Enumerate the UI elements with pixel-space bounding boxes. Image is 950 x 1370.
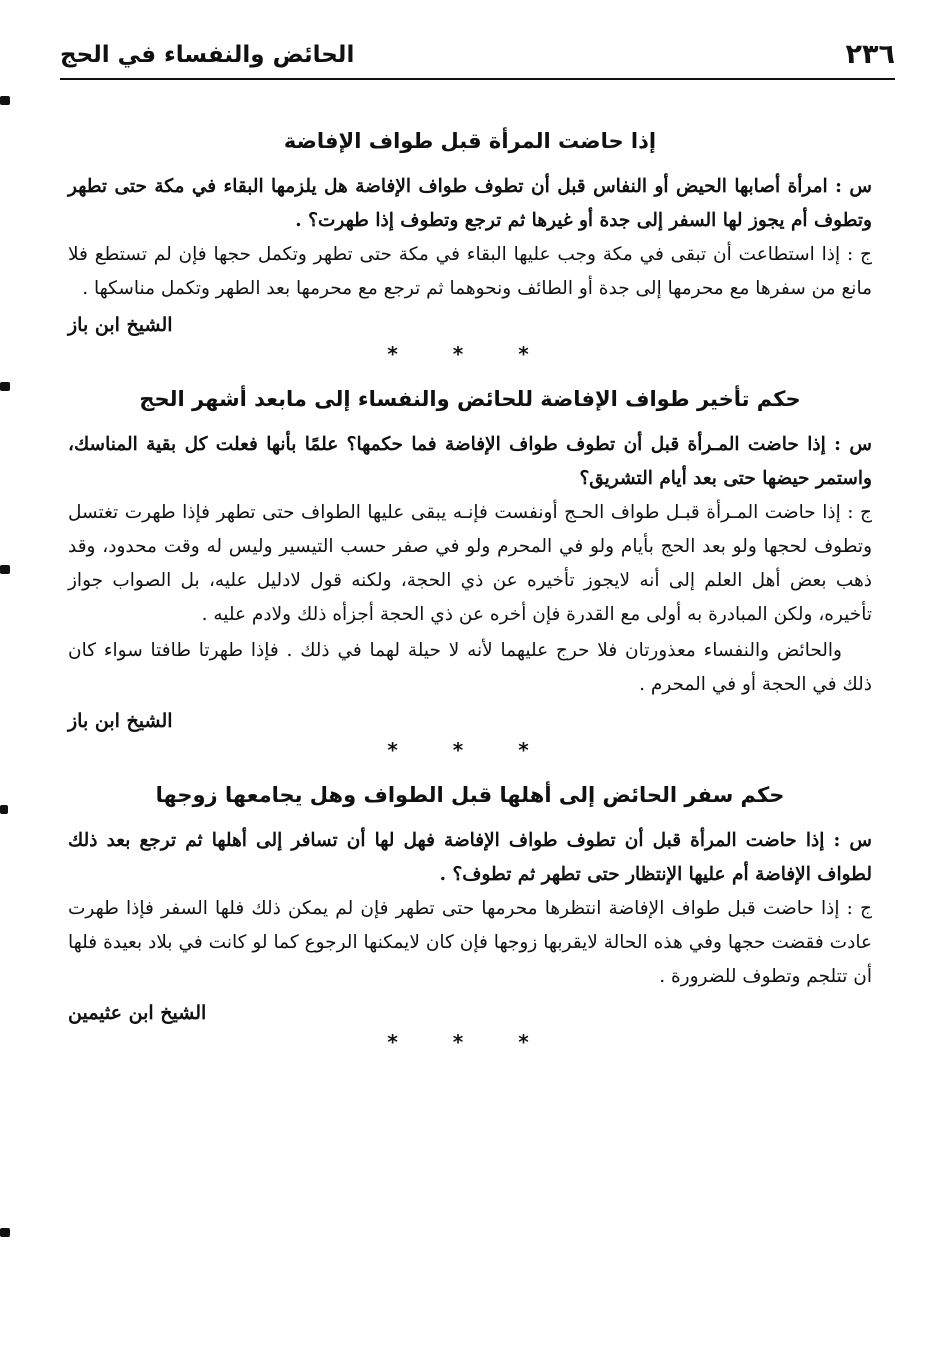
edge-mark — [0, 382, 10, 391]
answer-paragraph — [68, 496, 872, 632]
edge-mark — [0, 1228, 10, 1237]
answer-prefix: ج : — [846, 244, 872, 265]
question-paragraph — [68, 170, 872, 238]
attribution: الشيخ ابن باز — [68, 710, 173, 732]
section-separator: * * * — [387, 1030, 553, 1054]
answer-paragraph — [68, 892, 872, 994]
question-text: امرأة أصابها الحيض أو النفاس قبل أن تطوف طواف الإفاضة هل يلزمها البقاء في مكة حتى تطهر وتطوف أم يجوز لها السفر إلى جدة أو غيرها ثم ترجع وتطوف إذا طهرت؟ . — [68, 176, 872, 231]
answer-paragraph — [68, 238, 872, 306]
header-rule — [60, 78, 895, 80]
section-separator: * * * — [387, 738, 553, 762]
running-title: الحائض والنفساء في الحج — [60, 42, 355, 68]
question-prefix: س : — [835, 176, 872, 197]
fatwa-section — [68, 384, 872, 736]
section-title: إذا حاضت المرأة قبل طواف الإفاضة — [283, 129, 657, 153]
question-prefix: س : — [834, 434, 872, 455]
question-prefix: س : — [833, 830, 872, 851]
attribution: الشيخ ابن باز — [68, 314, 173, 336]
fatwa-section — [68, 126, 872, 340]
note-paragraph: والحائض والنفساء معذورتان فلا حرج عليهما لأنه لا حيلة لهما في ذلك . فإذا طهرتا طافتا سواء كان ذلك في الحجة أو في المحرم . — [68, 640, 872, 695]
question-paragraph — [68, 824, 872, 892]
page-number: ٢٣٦ — [845, 39, 895, 70]
attribution: الشيخ ابن عثيمين — [68, 1002, 207, 1024]
answer-text: إذا حاضت قبل طواف الإفاضة انتظرها محرمها حتى تطهر فإن لم يمكن ذلك فلها السفر فإذا طهرت عادت فقضت حجها وفي هذه الحالة لايقربها زوجها فإن كان لايمكنها الرجوع كما لو كانت في بلاد بعيدة فلها أن تتلجم وتطوف للضرورة . — [68, 898, 872, 987]
section-title: حكم سفر الحائض إلى أهلها قبل الطواف وهل يجامعها زوجها — [155, 783, 785, 807]
fatwa-section — [68, 780, 872, 1028]
answer-text: إذا حاضت المـرأة قبـل طواف الحـج أونفست فإنـه يبقى عليها الطواف حتى تطهر فإذا طهرت تغتسل وتطوف لحجها ولو بعد الحج بأيام ولو في المحرم ولو في صفر حسب التيسير وليس له وقت محدود، وقد ذهب بعض أهل العلم إلى أنه لايجوز تأخيره عن ذي الحجة، ولكنه قول لادليل عليه، بل الصواب جواز تأخيره، ولكن المبادرة به أولى مع القدرة فإن أخره عن ذي الحجة أجزأه ذلك ولادم عليه . — [68, 502, 872, 625]
answer-prefix: ج : — [847, 502, 872, 523]
edge-mark — [0, 805, 8, 814]
edge-mark — [0, 96, 10, 105]
question-text: إذا حاضت المـرأة قبل أن تطوف طواف الإفاضة فما حكمها؟ علمًا بأنها فعلت كل بقية المناسك، واستمر حيضها حتى بعد أيام التشريق؟ — [68, 434, 872, 489]
running-header — [60, 38, 895, 78]
section-separator: * * * — [387, 342, 553, 366]
answer-prefix: ج : — [846, 898, 872, 919]
question-text: إذا حاضت المرأة قبل أن تطوف طواف الإفاضة فهل لها أن تسافر إلى أهلها ثم ترجع بعد ذلك لطواف الإفاضة أم عليها الإنتظار حتى تطهر ثم تطوف؟ . — [68, 830, 872, 885]
answer-text: إذا استطاعت أن تبقى في مكة وجب عليها البقاء في مكة حتى تطهر وتكمل حجها فإن لم تستطع فلا مانع من سفرها مع محرمها إلى جدة أو الطائف ونحوهما ثم ترجع مع محرمها بعد الطهر وتكمل مناسكها . — [68, 244, 872, 299]
section-title: حكم تأخير طواف الإفاضة للحائض والنفساء إلى مابعد أشهر الحج — [139, 387, 801, 411]
page-content — [68, 126, 872, 1072]
question-paragraph — [68, 428, 872, 496]
edge-mark — [0, 565, 10, 574]
